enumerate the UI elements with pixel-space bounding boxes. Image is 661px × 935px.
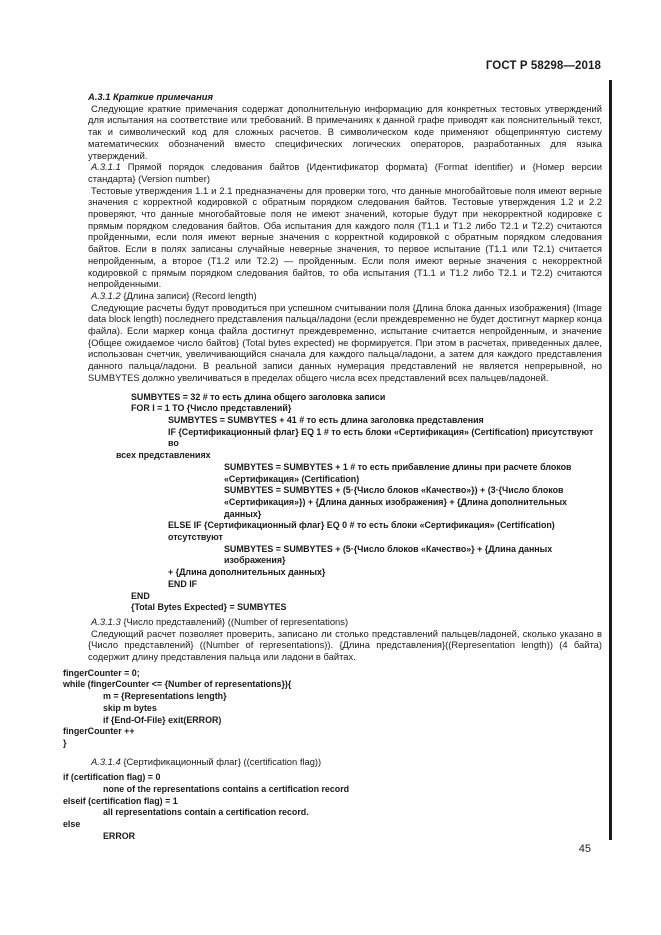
subsection-a311-heading	[88, 161, 602, 184]
code-line: SUMBYTES = SUMBYTES + (5·{Число блоков «Качество»} + {Длина данных изображения}	[224, 543, 555, 566]
section-title: А.3.1 Краткие примечания	[88, 91, 214, 102]
code-line: ERROR	[103, 830, 136, 841]
code-line: SUMBYTES = SUMBYTES + (5·{Число блоков «Качество»}) + (3·{Число блоков «Сертификация»}) + {Длина данных изображения} + {Длина дополнительных данных}	[224, 485, 570, 519]
page-content	[63, 91, 602, 843]
code-line: IF {Сертификационный флаг} EQ 1 # то есть блоки «Сертификация» (Certification) присутствуют во	[168, 426, 596, 449]
code-line: ELSE IF {Сертификационный флаг} EQ 0 # то есть блоки «Сертификация» (Certification) отсутствуют	[168, 520, 558, 543]
subsection-a313-heading	[88, 616, 602, 628]
subsection-number: А.3.1.3	[91, 615, 121, 627]
code-line: FOR I = 1 TO {Число представлений}	[131, 403, 292, 414]
section-intro: Следующие краткие примечания содержат дополнительную информацию для конкретных тестовых утверждений для испытания на соответствие или требований. В примечаниях к данной графе приводят как пояснительный текст, так и символический код для сложных расчетов. В символическом коде применяют общепринятую систему математических обозначений вместо специфических логических операторов, разработанных для языка утверждений.	[88, 102, 602, 161]
code-line: none of the representations contains a certification record	[103, 784, 350, 795]
subsection-a313-paragraph: Следующий расчет позволяет проверить, записано ли столько представлений пальцев/ладоней, сколько указано в {Число представлений} ((Number of representations)). {Длина представления}((Representation length)) (4 байта) содержит длину представления пальца или ладони в байтах.	[88, 627, 602, 663]
code-line: skip m bytes	[103, 702, 157, 713]
code-line: SUMBYTES = SUMBYTES + 41 # то есть длина заголовка представления	[168, 414, 484, 425]
subsection-heading-text: Прямой порядок следования байтов {Идентификатор формата} (Format identifier) и {Номер версии стандарта} (Version number)	[88, 161, 602, 184]
page-number: 45	[578, 843, 591, 855]
code-line: {Total Bytes Expected} = SUMBYTES	[131, 602, 287, 613]
code-line: m = {Representations length}	[103, 691, 227, 702]
subsection-number: А.3.1.2	[91, 289, 121, 301]
code-line: END IF	[168, 578, 198, 589]
code-line: SUMBYTES = SUMBYTES + 1 # то есть прибавление длины при расчете блоков «Сертификация» (Certification)	[224, 461, 574, 484]
subsection-a311-paragraph: Тестовые утверждения 1.1 и 2.1 предназначены для проверки того, что данные многобайтовые поля имеют верные значения с корректной кодировкой с обратным порядком следования байтов. Тестовые утверждения 1.2 и 2.2 проверяют, что данные многобайтовые поля не имеют значений, которые будут при некорректной кодировке с прямым порядком следования байтов. Оба испытания для каждого поля (Т1.1 и Т1.2 либо Т2.1 и Т2.2) считаются пройденными, если поля имеют верные значения с корректной кодировкой с обратным порядком следования байтов. Если в полях записаны случайные неверные значения, то первое испытание (Т1.1 или Т2.1) считается непройденным, а второе (Т1.2 или Т2.2) — пройденным. Если поля имеют верные значения с некорректной кодировкой с прямым порядком следования байтов, то оба испытания (Т1.1 и Т1.2 либо Т2.1 и Т2.2) считаются непройденными.	[88, 184, 602, 290]
code-line: всех представлениях	[116, 450, 211, 461]
code-line: }	[63, 737, 67, 748]
code-line: fingerCounter ++	[63, 726, 135, 737]
code-line: while (fingerCounter <= {Number of representations}){	[63, 679, 292, 690]
subsection-number: А.3.1.1	[91, 161, 121, 173]
code-line: if {End-Of-File} exit(ERROR)	[103, 714, 222, 725]
subsection-heading-text: {Сертификационный флаг} ((certification flag))	[120, 755, 322, 767]
code-line: END	[131, 590, 150, 601]
code-block-finger-counter	[63, 668, 602, 750]
document-header: ГОСТ Р 58298—2018	[485, 60, 601, 72]
margin-rule	[609, 80, 612, 840]
code-line: fingerCounter = 0;	[63, 667, 140, 678]
code-line: all representations contain a certification record.	[103, 807, 309, 818]
code-block-certification-flag	[63, 772, 602, 842]
subsection-heading-text: {Число представлений} ((Number of representations)	[120, 615, 349, 627]
code-block-sumbytes	[116, 391, 602, 614]
subsection-number: А.3.1.4	[91, 755, 121, 767]
code-line: elseif (certification flag) = 1	[63, 795, 178, 806]
subsection-heading-text: {Длина записи} (Record length)	[120, 289, 257, 301]
subsection-a312-heading	[88, 290, 602, 302]
subsection-a314-heading	[88, 756, 602, 768]
subsection-a312-paragraph: Следующие расчеты будут проводиться при успешном считывании поля {Длина блока данных изображения} (Image data block length) последнего представления пальца/ладони (если преждевременно не будет достигнут маркер конца файла). Если маркер конца файла достигнут преждевременно, испытание считается непройденным, и значение {Общее ожидаемое число байтов} (Total bytes expected) не формируется. При этом в расчетах, приведенных далее, использован счетчик, увеличивающийся сначала для каждого пальца/ладони, а затем для каждого представления данного пальца/ладони. В реальной записи данных нумерация представлений не является непрерывной, но SUMBYTES должно увеличиваться в пределах общего числа всех представлений всех пальцев/ладоней.	[88, 301, 602, 383]
code-line: else	[63, 819, 81, 830]
code-line: SUMBYTES = 32 # то есть длина общего заголовка записи	[131, 391, 386, 402]
code-line: + {Длина дополнительных данных}	[168, 567, 326, 578]
code-line: if (certification flag) = 0	[63, 772, 161, 783]
